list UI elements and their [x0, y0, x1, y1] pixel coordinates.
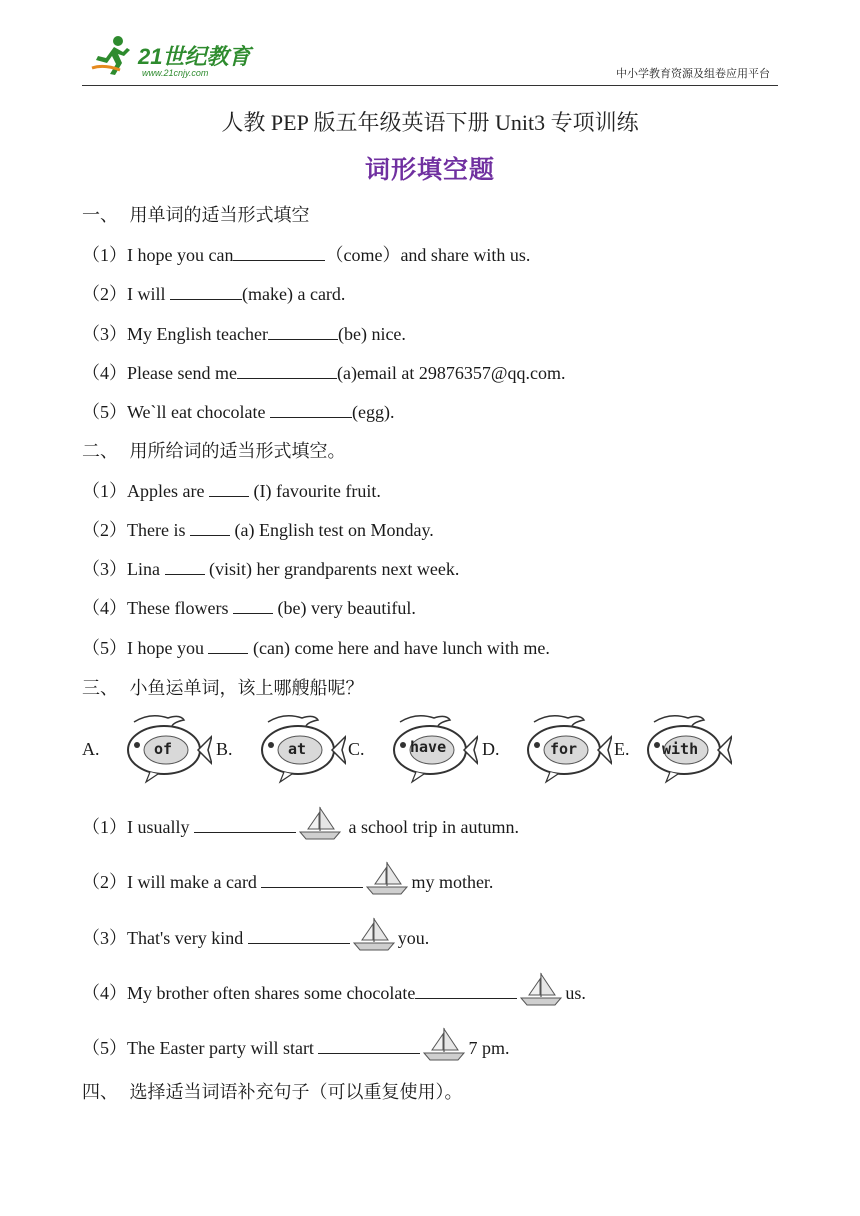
s3-item-3: （3）That's very kind you.	[82, 922, 429, 958]
fish-option-c	[386, 712, 478, 784]
runner-logo-icon	[90, 34, 134, 76]
fish-word: have	[410, 738, 447, 756]
page-header	[82, 28, 778, 86]
fish-options	[82, 712, 782, 792]
fish-option-b	[254, 712, 346, 784]
page-title: 人教 PEP 版五年级英语下册 Unit3 专项训练	[221, 110, 639, 135]
sailboat-icon	[350, 916, 398, 952]
s3-item-4: （4）My brother often shares some chocolate us.	[82, 977, 586, 1013]
page-subtitle: 词形填空题	[364, 155, 495, 184]
logo-text: 21世纪教育	[138, 44, 251, 69]
fish-option-letter: C.	[348, 739, 365, 759]
s1-item-4: （4）Please send me (a)email at 29876357@qq.com.	[82, 363, 566, 383]
fish-option-a	[120, 712, 212, 784]
section-4-heading: 四、 选择适当词语补充句子（可以重复使用）。	[82, 1082, 463, 1103]
fish-word: of	[154, 740, 173, 758]
fish-option-e	[640, 712, 732, 784]
logo	[90, 34, 270, 80]
s2-item-4: （4）These flowers (be) very beautiful.	[82, 598, 416, 618]
header-divider	[82, 85, 778, 86]
fish-option-d	[520, 712, 612, 784]
sailboat-icon	[296, 805, 344, 841]
header-platform-text: 中小学教育资源及组卷应用平台	[616, 67, 770, 80]
s1-item-1: （1）I hope you can （come）and share with us.	[82, 245, 531, 265]
s1-item-3: （3）My English teacher (be) nice.	[82, 324, 406, 344]
s3-item-1: （1）I usually a school trip in autumn.	[82, 811, 519, 847]
fish-option-letter: A.	[82, 739, 100, 759]
s2-item-5: （5）I hope you (can) come here and have lunch with me.	[82, 638, 550, 658]
fish-word: at	[288, 740, 307, 758]
logo-url: www.21cnjy.com	[142, 68, 209, 78]
section-1-heading: 一、 用单词的适当形式填空	[82, 205, 310, 226]
s3-item-5: （5）The Easter party will start 7 pm.	[82, 1032, 509, 1068]
fish-word: for	[550, 740, 578, 758]
sailboat-icon	[363, 860, 411, 896]
s3-item-2: （2）I will make a card my mother.	[82, 866, 493, 902]
s2-item-2: （2）There is (a) English test on Monday.	[82, 520, 434, 540]
s1-item-2: （2）I will (make) a card.	[82, 284, 346, 304]
section-3-heading: 三、 小鱼运单词，该上哪艘船呢？	[82, 678, 364, 699]
fish-word: with	[662, 740, 699, 758]
s2-item-1: （1）Apples are (I) favourite fruit.	[82, 481, 381, 501]
s1-item-5: （5）We`ll eat chocolate (egg).	[82, 402, 395, 422]
sailboat-icon	[420, 1026, 468, 1062]
sailboat-icon	[517, 971, 565, 1007]
section-2-heading: 二、 用所给词的适当形式填空。	[82, 441, 346, 462]
fish-option-letter: E.	[614, 739, 630, 759]
fish-option-letter: B.	[216, 739, 233, 759]
s2-item-3: （3）Lina (visit) her grandparents next week.	[82, 559, 460, 579]
fish-option-letter: D.	[482, 739, 500, 759]
